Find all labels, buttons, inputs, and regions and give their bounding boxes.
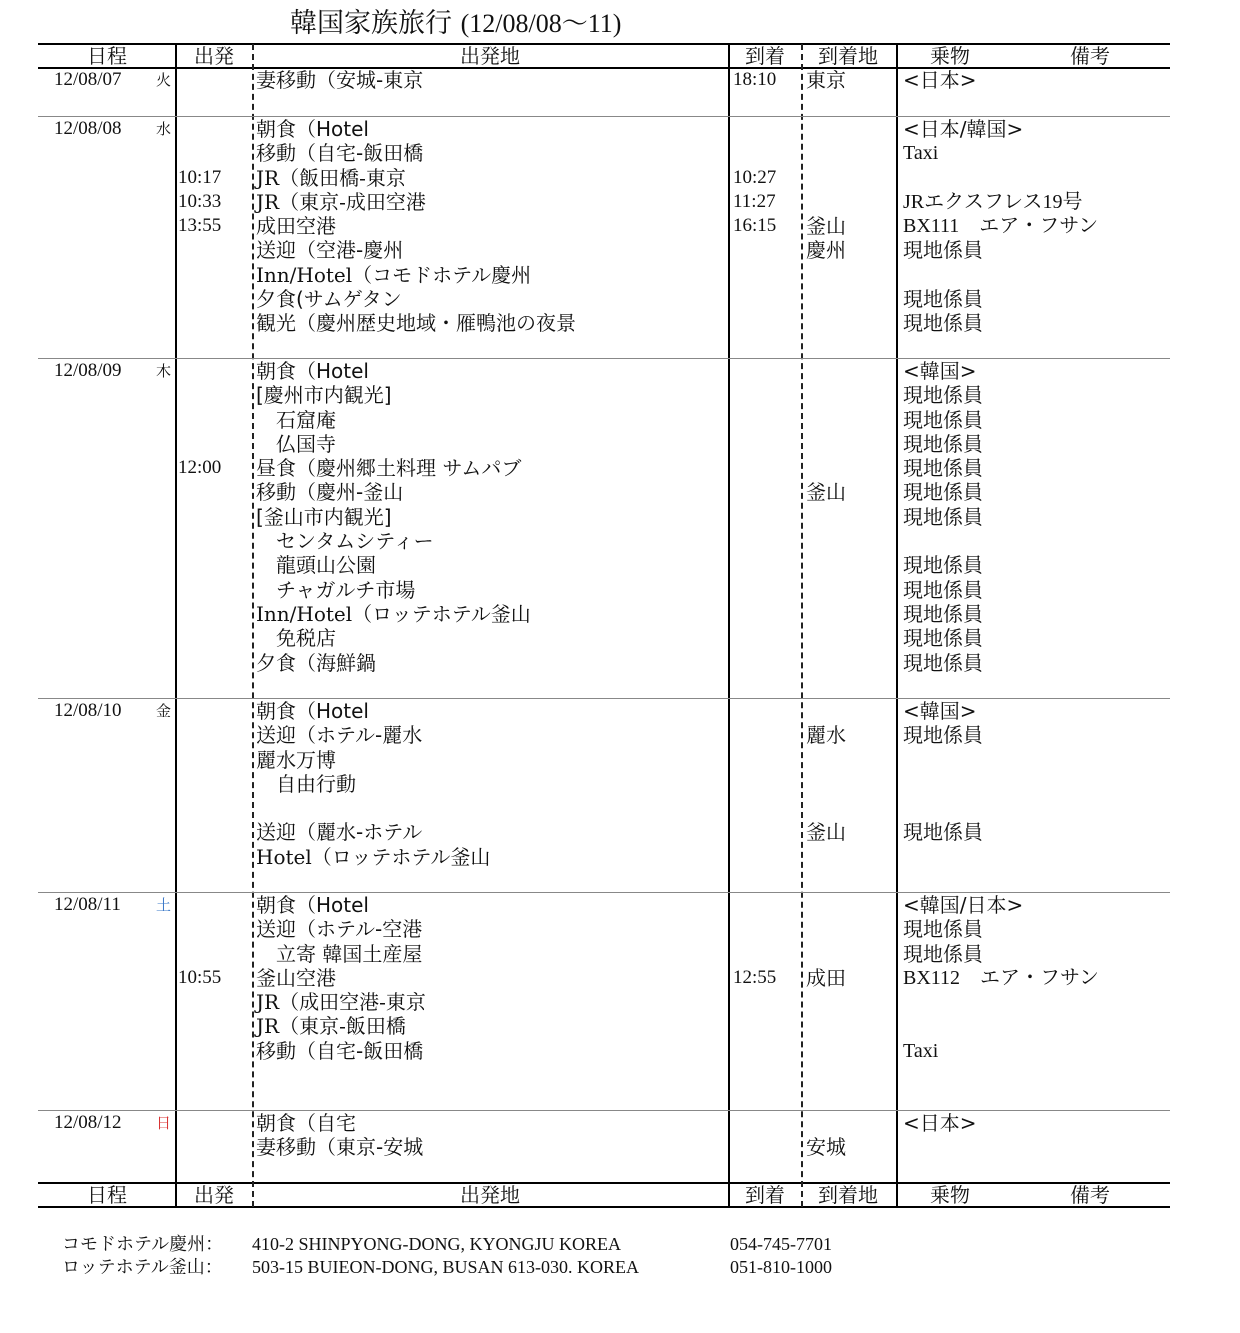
header-arrival-place: 到着地 (818, 44, 878, 68)
vehicle-note: 現地係員 (903, 650, 983, 675)
itinerary-item: 龍頭山公園 (276, 553, 376, 578)
arrival-place-column (806, 68, 846, 92)
vehicle-note: 現地係員 (903, 504, 983, 529)
vehicle-note (903, 166, 1098, 190)
depart-time (178, 141, 221, 165)
depart-time: 10:55 (178, 966, 222, 988)
vehicle-note: BX112 エア・フサン (903, 966, 1100, 989)
vehicle-note: Taxi (903, 142, 939, 165)
footer-header-arrival-place: 到着地 (818, 1183, 878, 1207)
footer-header-date: 日程 (87, 1183, 127, 1207)
vehicle-note: 現地係員 (903, 941, 983, 966)
vehicle-note: 現地係員 (903, 456, 983, 481)
vehicle-note: 現地係員 (903, 407, 983, 432)
vehicle-note: JRエクスフレス19号 (903, 190, 1083, 213)
title-date-range: (12/08/08～11) (460, 9, 622, 38)
day-weekday: 木 (156, 362, 172, 380)
arrival-place (806, 166, 846, 190)
itinerary-item: [釜山市内観光] (256, 504, 392, 529)
day-date: 12/08/11 (54, 894, 121, 915)
vehicle-note (903, 748, 983, 772)
itinerary-item: 釜山空港 (256, 965, 336, 990)
vehicle-note (903, 796, 983, 820)
day-weekday: 水 (156, 120, 172, 138)
vehicle-note-column (903, 893, 1099, 1063)
itinerary-item: 自由行動 (276, 771, 356, 796)
vehicle-note-column (903, 359, 983, 675)
footer-header-arrive: 到着 (745, 1183, 785, 1207)
arrival-place: 釜山 (806, 480, 846, 505)
vehicle-note-column (903, 699, 983, 845)
depart-time (178, 893, 221, 917)
hotel-address: 503-15 BUIEON-DONG, BUSAN 613-030. KOREA (252, 1257, 639, 1277)
itinerary-item-column (256, 893, 426, 1063)
itinerary-item: 送迎（ホテル-麗水 (256, 723, 423, 748)
day-date: 12/08/09 (54, 360, 122, 381)
arrival-place (806, 190, 846, 214)
itinerary-item: 送迎（ホテル-空港 (256, 917, 423, 942)
itinerary-item: 仏国寺 (276, 431, 336, 456)
day-separator (38, 698, 1170, 699)
depart-time (178, 359, 221, 383)
hotel-phone: 054-745-7701 (730, 1234, 832, 1254)
itinerary-item-column (256, 699, 490, 869)
footer-header-depart: 出発 (194, 1183, 234, 1207)
itinerary-item (256, 796, 490, 820)
arrive-time-column (733, 68, 776, 92)
arrival-place: 成田 (806, 965, 846, 990)
arrive-time: 18:10 (733, 69, 777, 90)
arrival-place: 釜山 (806, 214, 846, 239)
vehicle-note: <日本> (903, 1111, 977, 1135)
day-separator (38, 1110, 1170, 1111)
vehicle-note-column (903, 1111, 977, 1135)
day-date: 12/08/10 (54, 700, 122, 721)
itinerary-item-column (256, 117, 576, 336)
vehicle-note: <日本/韓国> (903, 117, 1024, 141)
column-divider-place (728, 44, 730, 1207)
arrive-time: 11:27 (733, 190, 776, 212)
day-weekday: 日 (156, 1114, 172, 1132)
itinerary-item: 成田空港 (256, 214, 336, 239)
vehicle-note: 現地係員 (903, 383, 983, 408)
itinerary-item: 朝食（Hotel (256, 893, 369, 917)
header-arrive: 到着 (745, 44, 785, 68)
column-divider-arrival-place (896, 44, 898, 1207)
depart-time: 10:33 (178, 190, 222, 212)
itinerary-item: 移動（自宅-飯田橋 (256, 1038, 424, 1063)
day-date: 12/08/12 (54, 1112, 122, 1133)
arrival-place: 慶州 (806, 238, 846, 263)
arrival-place-column (806, 1111, 846, 1160)
vehicle-note: 現地係員 (903, 626, 983, 651)
arrive-time: 12:55 (733, 966, 777, 988)
header-notes: 備考 (1070, 44, 1110, 68)
arrival-place (806, 748, 846, 772)
arrival-place (806, 432, 846, 456)
arrival-place (806, 383, 846, 407)
depart-time-column (178, 117, 221, 238)
vehicle-note: <韓国/日本> (903, 893, 1024, 917)
day-weekday: 火 (156, 71, 172, 89)
itinerary-item: 夕食（海鮮鍋 (256, 650, 376, 675)
itinerary-item: JR（飯田橋-東京 (256, 165, 406, 190)
depart-time: 12:00 (178, 457, 222, 479)
vehicle-note-column (903, 68, 977, 92)
vehicle-note: <日本> (903, 68, 977, 92)
header-date: 日程 (87, 44, 127, 68)
itinerary-item: 立寄 韓国土産屋 (276, 941, 423, 966)
hotel-address: 410-2 SHINPYONG-DONG, KYONGJU KOREA (252, 1234, 621, 1254)
day-weekday: 土 (156, 896, 172, 914)
vehicle-note: <韓国> (903, 699, 977, 723)
depart-time-column (178, 893, 221, 990)
arrival-place (806, 917, 846, 941)
arrival-place-column (806, 893, 846, 990)
itinerary-item: 移動（自宅-飯田橋 (256, 141, 424, 166)
depart-time (178, 917, 221, 941)
arrival-place-column (806, 117, 846, 263)
itinerary-item: 妻移動（東京-安城 (256, 1135, 424, 1160)
footer-header-vehicle: 乗物 (930, 1183, 970, 1207)
column-divider-date (175, 44, 177, 1207)
depart-time-column (178, 359, 221, 480)
arrive-time (733, 942, 776, 966)
arrival-place: 東京 (806, 68, 846, 92)
arrive-time (733, 117, 776, 141)
vehicle-note: 現地係員 (903, 601, 983, 626)
vehicle-note: 現地係員 (903, 311, 983, 336)
vehicle-note: Taxi (903, 1039, 939, 1062)
itinerary-item: 朝食（Hotel (256, 699, 369, 723)
vehicle-note: BX111 エア・フサン (903, 215, 1099, 238)
itinerary-item-column (256, 68, 423, 92)
vehicle-note: 現地係員 (903, 480, 983, 505)
itinerary-item: 免税店 (276, 626, 336, 651)
footer-header-notes: 備考 (1070, 1183, 1110, 1207)
day-date: 12/08/08 (54, 118, 122, 139)
hotel-name: コモドホテル慶州： (62, 1234, 224, 1255)
arrival-place (806, 699, 846, 723)
vehicle-note: 現地係員 (903, 287, 983, 312)
arrival-place: 安城 (806, 1135, 846, 1160)
arrival-place: 麗水 (806, 723, 846, 748)
vehicle-note-column (903, 117, 1098, 336)
arrival-place-column (806, 359, 846, 505)
vehicle-note: 現地係員 (903, 820, 983, 845)
vehicle-note (903, 990, 1099, 1014)
arrival-place (806, 942, 846, 966)
depart-time: 13:55 (178, 215, 222, 237)
depart-time (178, 408, 221, 432)
arrival-place (806, 1111, 846, 1135)
itinerary-item: 送迎（空港-慶州 (256, 238, 404, 263)
depart-time (178, 942, 221, 966)
itinerary-item: 観光（慶州歴史地域・雁鴨池の夜景 (256, 311, 576, 336)
day-date: 12/08/07 (54, 69, 122, 90)
itinerary-item: センタムシティー (276, 529, 434, 554)
itinerary-item: 移動（慶州-釜山 (256, 480, 404, 505)
vehicle-note: 現地係員 (903, 431, 983, 456)
itinerary-item-column (256, 359, 531, 675)
vehicle-note: 現地係員 (903, 238, 983, 263)
column-divider-arrive (801, 44, 803, 1207)
header-vehicle: 乗物 (930, 44, 970, 68)
column-divider-depart (252, 44, 254, 1207)
header-depart: 出発 (194, 44, 234, 68)
itinerary-item: JR（東京-成田空港 (256, 189, 426, 214)
arrive-time (733, 141, 776, 165)
vehicle-note (903, 1014, 1099, 1038)
arrival-place (806, 408, 846, 432)
itinerary-item: Inn/Hotel（コモドホテル慶州 (256, 262, 532, 287)
footer-header-place: 出発地 (460, 1183, 520, 1207)
itinerary-item: JR（成田空港-東京 (256, 990, 426, 1015)
itinerary-item: 妻移動（安城-東京 (256, 68, 424, 92)
vehicle-note: 現地係員 (903, 723, 983, 748)
hotel-info-1 (62, 1233, 832, 1256)
arrival-place (806, 117, 846, 141)
arrival-place (806, 772, 846, 796)
itinerary-item: JR（東京-飯田橋 (256, 1014, 406, 1039)
itinerary-item: Hotel（ロッテホテル釜山 (256, 844, 491, 869)
arrival-place (806, 456, 846, 480)
arrival-place (806, 359, 846, 383)
arrival-place (806, 893, 846, 917)
itinerary-item: [慶州市内観光] (256, 383, 392, 408)
arrive-time-column (733, 117, 776, 238)
arrive-time (733, 893, 776, 917)
itinerary-item: Inn/Hotel（ロッテホテル釜山 (256, 601, 531, 626)
day-weekday: 金 (156, 702, 172, 720)
depart-time: 10:17 (178, 166, 222, 188)
depart-time (178, 432, 221, 456)
hotel-info-2 (62, 1256, 832, 1279)
arrive-time (733, 917, 776, 941)
itinerary-item: 夕食(サムゲタン (256, 287, 402, 312)
itinerary-item: 朝食（自宅 (256, 1111, 356, 1135)
itinerary-item: チャガルチ市場 (276, 577, 416, 602)
itinerary-item: 送迎（麗水-ホテル (256, 820, 423, 845)
depart-time (178, 383, 221, 407)
hotel-phone: 051-810-1000 (730, 1257, 832, 1277)
depart-time (178, 117, 221, 141)
itinerary-item: 朝食（Hotel (256, 359, 369, 383)
arrive-time: 10:27 (733, 166, 777, 188)
arrival-place-column (806, 699, 846, 845)
hotel-name: ロッテホテル釜山： (62, 1257, 223, 1278)
vehicle-note (903, 263, 1098, 287)
arrival-place: 釜山 (806, 820, 846, 845)
itinerary-item: 麗水万博 (256, 747, 336, 772)
vehicle-note (903, 529, 983, 553)
itinerary-item-column (256, 1111, 423, 1160)
vehicle-note (903, 772, 983, 796)
arrive-time-column (733, 893, 776, 990)
vehicle-note: <韓国> (903, 359, 977, 383)
vehicle-note: 現地係員 (903, 577, 983, 602)
itinerary-item: 朝食（Hotel (256, 117, 369, 141)
arrival-place (806, 141, 846, 165)
itinerary-item: 昼食（慶州郷土料理 サムパブ (256, 456, 522, 481)
arrival-place (806, 796, 846, 820)
vehicle-note: 現地係員 (903, 553, 983, 578)
arrive-time: 16:15 (733, 215, 777, 237)
itinerary-item: 石窟庵 (276, 407, 336, 432)
title-text: 韓国家族旅行 (290, 8, 452, 39)
header-place: 出発地 (460, 44, 520, 68)
page-title (290, 6, 621, 42)
vehicle-note: 現地係員 (903, 917, 983, 942)
